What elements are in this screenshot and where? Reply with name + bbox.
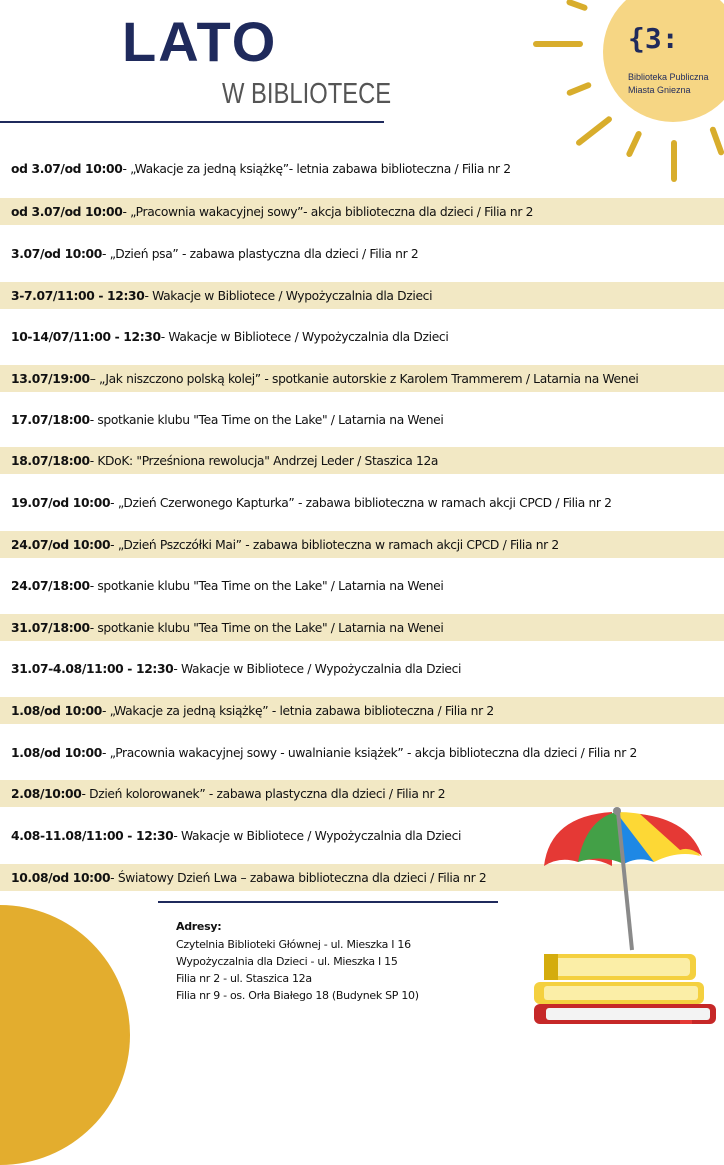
event-row [0,406,724,433]
address-line: Czytelnia Biblioteki Głównej - ul. Mieszka I 16 [176,938,411,951]
event-row [0,697,724,724]
event-date: 18.07/18:00 [11,453,90,468]
event-row [0,365,724,392]
event-date: 31.07-4.08/11:00 - 12:30 [11,661,174,676]
sun-ray [709,126,724,156]
event-row [0,198,724,225]
event-date: 10.08/od 10:00 [11,870,111,885]
title-underline [0,121,384,123]
library-logo-icon: {3: [628,22,679,55]
event-description: - „Dzień psa” - zabawa plastyczna dla dzieci / Filia nr 2 [101,246,419,261]
umbrella-books-illustration [530,806,724,1024]
event-description: - Wakacje w Bibliotece / Wypożyczalnia dla Dzieci [173,828,462,843]
event-date: 17.07/18:00 [11,412,90,427]
event-date: 4.08-11.08/11:00 - 12:30 [11,828,174,843]
event-row [0,614,724,641]
address-line: Filia nr 2 - ul. Staszica 12a [176,972,312,985]
event-date: od 3.07/od 10:00 [11,161,123,176]
event-description: - KDoK: "Prześniona rewolucja" Andrzej Leder / Staszica 12a [89,453,439,468]
sun-ray [575,115,613,147]
book-stack-icon [534,954,716,1024]
event-row [0,489,724,516]
event-date: 1.08/od 10:00 [11,703,102,718]
event-date: 31.07/18:00 [11,620,90,635]
event-date: 24.07/18:00 [11,578,90,593]
event-description: - spotkanie klubu "Tea Time on the Lake" / Latarnia na Wenei [89,620,444,635]
addresses-heading: Adresy: [176,920,222,933]
event-description: - spotkanie klubu "Tea Time on the Lake" / Latarnia na Wenei [89,412,444,427]
corner-circle-decoration [0,905,130,1165]
event-date: 13.07/19:00 [11,371,90,386]
event-description: - Wakacje w Bibliotece / Wypożyczalnia dla Dzieci [144,288,433,303]
sun-ray [566,0,589,12]
event-row [0,531,724,558]
beach-umbrella-icon [544,807,702,950]
event-description: - „Pracownia wakacyjnej sowy - uwalnianie książek” - akcja biblioteczna dla dzieci / Filia nr 2 [101,745,637,760]
event-row [0,282,724,309]
event-description: - spotkanie klubu "Tea Time on the Lake" / Latarnia na Wenei [89,578,444,593]
addresses-divider [158,901,498,903]
event-row [0,655,724,682]
event-date: 2.08/10:00 [11,786,82,801]
event-description: - Wakacje w Bibliotece / Wypożyczalnia dla Dzieci [160,329,449,344]
library-logo-text: Biblioteka Publiczna Miasta Gniezna [628,72,709,95]
event-row [0,739,724,766]
event-date: 3.07/od 10:00 [11,246,102,261]
event-date: 1.08/od 10:00 [11,745,102,760]
event-description: - „Wakacje za jedną książkę”- letnia zabawa biblioteczna / Filia nr 2 [122,161,511,176]
event-date: 19.07/od 10:00 [11,495,111,510]
event-description: - „Dzień Czerwonego Kapturka” - zabawa biblioteczna w ramach akcji CPCD / Filia nr 2 [110,495,612,510]
event-date: od 3.07/od 10:00 [11,204,123,219]
page-title: LATO [122,10,278,73]
event-date: 24.07/od 10:00 [11,537,111,552]
sun-ray [566,81,592,96]
event-description: - „Pracownia wakacyjnej sowy”- akcja biblioteczna dla dzieci / Filia nr 2 [122,204,534,219]
event-description: – „Jak niszczono polską kolej” - spotkanie autorskie z Karolem Trammerem / Latarnia na Wenei [89,371,639,386]
event-row [0,447,724,474]
event-row [0,240,724,267]
event-description: - Wakacje w Bibliotece / Wypożyczalnia dla Dzieci [173,661,462,676]
event-row [0,323,724,350]
event-row [0,155,724,182]
event-row [0,780,724,807]
event-description: - Dzień kolorowanek” - zabawa plastyczna dla dzieci / Filia nr 2 [81,786,446,801]
sun-ray [533,41,583,47]
addresses-block [176,918,419,1004]
event-date: 3-7.07/11:00 - 12:30 [11,288,145,303]
event-row [0,572,724,599]
sun-decoration [603,0,724,122]
event-description: - „Dzień Pszczółki Mai” - zabawa biblioteczna w ramach akcji CPCD / Filia nr 2 [110,537,559,552]
event-description: - Światowy Dzień Lwa – zabawa biblioteczna dla dzieci / Filia nr 2 [110,870,487,885]
event-date: 10-14/07/11:00 - 12:30 [11,329,161,344]
address-line: Wypożyczalnia dla Dzieci - ul. Mieszka I 15 [176,955,398,968]
page-subtitle: W BIBLIOTECE [222,78,392,110]
event-description: - „Wakacje za jedną książkę” - letnia zabawa biblioteczna / Filia nr 2 [101,703,494,718]
address-line: Filia nr 9 - os. Orła Białego 18 (Budynek SP 10) [176,989,419,1002]
sun-ray [625,130,642,158]
